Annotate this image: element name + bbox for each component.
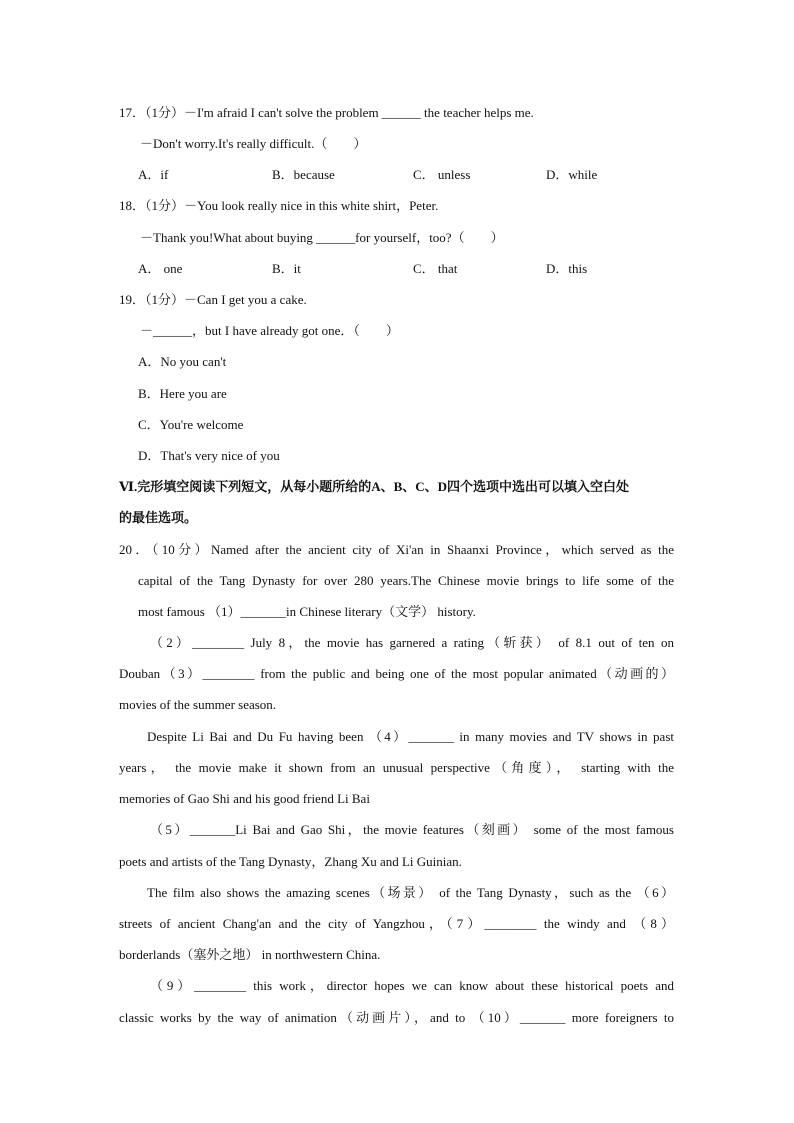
passage-line-4: （2）________ July 8，the movie has garnered a rating（斩获） of 8.1 out of ten on [150,635,674,650]
passage-line-13: streets of ancient Chang'an and the city of Yangzhou，（7）________ the windy and （8） [119,916,674,931]
question-18-option-b: B．it [272,261,301,276]
question-18-option-a: A． one [138,261,183,276]
question-18-reply: －Thank you!What about buying ______for yourself，too?（ ） [140,230,504,245]
passage-line-11: poets and artists of the Tang Dynasty，Zhang Xu and Li Guinian. [119,854,462,869]
passage-line-12: The film also shows the amazing scenes（场景） of the Tang Dynasty，such as the （6） [147,885,674,900]
question-17-option-c: C． unless [413,167,471,182]
question-19-stem: 19．（1分）－Can I get you a cake. [119,292,307,307]
passage-line-16: classic works by the way of animation（动画片），and to （10）_______ more foreigners to [119,1010,674,1025]
question-19-option-c: C．You're welcome [138,417,244,432]
passage-line-1: 20．（10分）Named after the ancient city of Xi'an in Shaanxi Province，which served as the [119,542,674,557]
question-19-option-a: A．No you can't [138,354,227,369]
passage-line-9: memories of Gao Shi and his good friend Li Bai [119,791,370,806]
question-17-reply: －Don't worry.It's really difficult.（ ） [140,136,367,151]
question-17-stem: 17．（1分）－I'm afraid I can't solve the problem ______ the teacher helps me. [119,105,534,120]
question-18-option-d: D．this [546,261,588,276]
passage-line-10: （5）_______Li Bai and Gao Shi，the movie features（刻画） some of the most famous [150,822,674,837]
question-18-option-c: C． that [413,261,458,276]
passage-line-15: （9）________ this work，director hopes we can know about these historical poets and [150,978,674,993]
question-19-option-b: B．Here you are [138,386,227,401]
passage-line-7: Despite Li Bai and Du Fu having been （4）_______ in many movies and TV shows in past [147,729,674,744]
question-17-option-d: D．while [546,167,598,182]
question-17-option-a: A．if [138,167,169,182]
section-heading-line-2: 的最佳选项。 [119,510,198,525]
question-19-option-d: D．That's very nice of you [138,448,280,463]
passage-line-2: capital of the Tang Dynasty for over 280 years.The Chinese movie brings to life some of the [138,573,674,588]
question-17-option-b: B．because [272,167,335,182]
passage-line-14: borderlands（塞外之地） in northwestern China. [119,947,381,962]
section-heading-line-1: Ⅵ.完形填空阅读下列短文，从每小题所给的A、B、C、D四个选项中选出可以填入空白处 [119,479,630,494]
passage-line-8: years， the movie make it shown from an unusual perspective（角度）， starting with the [119,760,674,775]
passage-line-6: movies of the summer season. [119,697,277,712]
passage-line-5: Douban（3）________ from the public and being one of the most popular animated（动画的） [119,666,674,681]
passage-line-3: most famous （1）_______in Chinese literary（文学） history. [138,604,476,619]
question-19-reply: －______，but I have already got one．（ ） [140,323,399,338]
question-18-stem: 18．（1分）－You look really nice in this white shirt，Peter. [119,198,439,213]
